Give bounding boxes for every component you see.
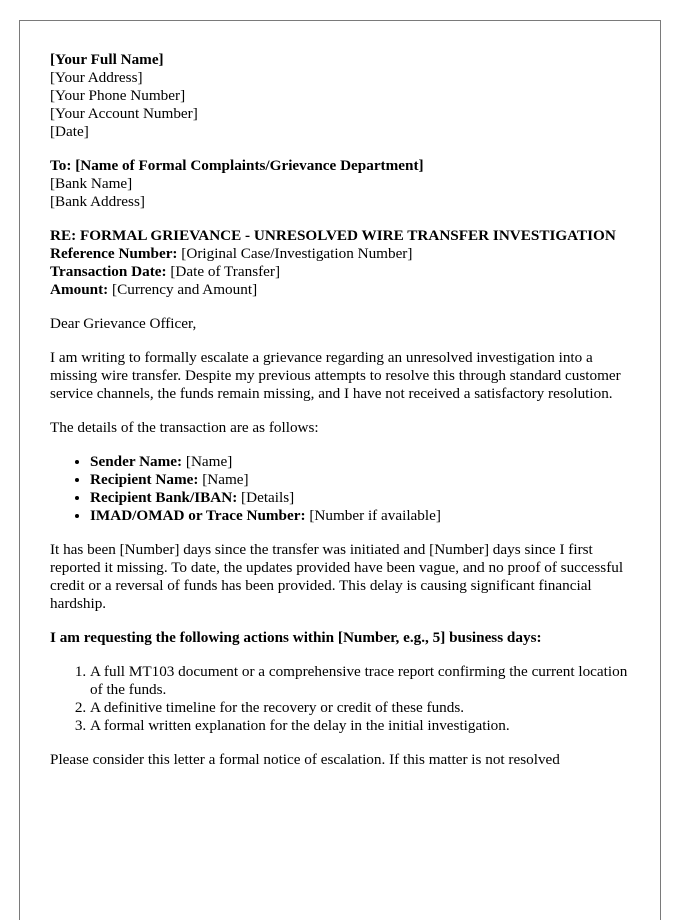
list-item	[90, 489, 640, 507]
transaction-details-list	[50, 453, 640, 525]
letter-body	[50, 51, 640, 767]
recipient-department-line	[50, 157, 424, 174]
detail-value: [Name]	[202, 471, 249, 488]
transaction-date-row	[50, 263, 640, 281]
list-item: 3. A formal written explanation for the delay in the initial investigation.	[90, 717, 640, 735]
to-label: To:	[50, 157, 72, 174]
subject-line: RE: FORMAL GRIEVANCE - UNRESOLVED WIRE TRANSFER INVESTIGATION	[50, 227, 616, 244]
recipient-department: [Name of Formal Complaints/Grievance Department]	[75, 157, 424, 174]
list-item	[90, 471, 640, 489]
list-item: 1. A full MT103 document or a comprehensive trace report confirming the current location of the funds.	[90, 663, 640, 699]
detail-label: Recipient Name:	[90, 471, 199, 488]
transaction-date-label: Transaction Date:	[50, 263, 167, 280]
closing-paragraph: Please consider this letter a formal notice of escalation. If this matter is not resolved	[50, 751, 560, 767]
amount-row	[50, 281, 640, 299]
sender-name: [Your Full Name]	[50, 51, 164, 68]
detail-label: Sender Name:	[90, 453, 183, 470]
detail-value: [Number if available]	[309, 507, 441, 524]
requests-list	[50, 663, 640, 735]
detail-label: Recipient Bank/IBAN:	[90, 489, 238, 506]
transaction-date-value: [Date of Transfer]	[170, 263, 281, 280]
detail-value: [Name]	[185, 453, 233, 470]
recipient-bank-address: [Bank Address]	[50, 193, 145, 210]
list-item	[90, 507, 640, 525]
detail-label: IMAD/OMAD or Trace Number:	[90, 507, 306, 524]
reference-row	[50, 245, 640, 263]
letter-page	[19, 20, 661, 920]
subject-block	[50, 227, 640, 299]
sender-address: [Your Address]	[50, 69, 143, 86]
amount-label: Amount:	[50, 281, 109, 298]
reference-label: Reference Number:	[50, 245, 178, 262]
sender-account: [Your Account Number]	[50, 105, 198, 122]
recipient-bank-name: [Bank Name]	[50, 175, 133, 192]
sender-block	[50, 51, 640, 141]
detail-value: [Details]	[241, 489, 295, 506]
recipient-block	[50, 157, 640, 211]
reference-value: [Original Case/Investigation Number]	[181, 245, 413, 262]
letter-date: [Date]	[50, 123, 89, 140]
details-intro: The details of the transaction are as follows:	[50, 419, 319, 436]
list-item: 2. A definitive timeline for the recovery or credit of these funds.	[90, 699, 640, 717]
list-item	[90, 453, 640, 471]
request-heading: I am requesting the following actions within [Number, e.g., 5] business days:	[50, 629, 542, 646]
sender-phone: [Your Phone Number]	[50, 87, 186, 104]
salutation: Dear Grievance Officer,	[50, 315, 197, 332]
intro-paragraph: I am writing to formally escalate a grievance regarding an unresolved investigation into a missing wire transfer. Despite my previous attempts to resolve this through standard customer service channels, the funds remain missing, and I have not received a satisfactory resolution.	[50, 349, 621, 402]
amount-value: [Currency and Amount]	[112, 281, 258, 298]
delay-paragraph: It has been [Number] days since the transfer was initiated and [Number] days since I first reported it missing. To date, the updates provided have been vague, and no proof of successful credit or a reversal of funds has been provided. This delay is causing significant financial hardship.	[50, 541, 624, 612]
